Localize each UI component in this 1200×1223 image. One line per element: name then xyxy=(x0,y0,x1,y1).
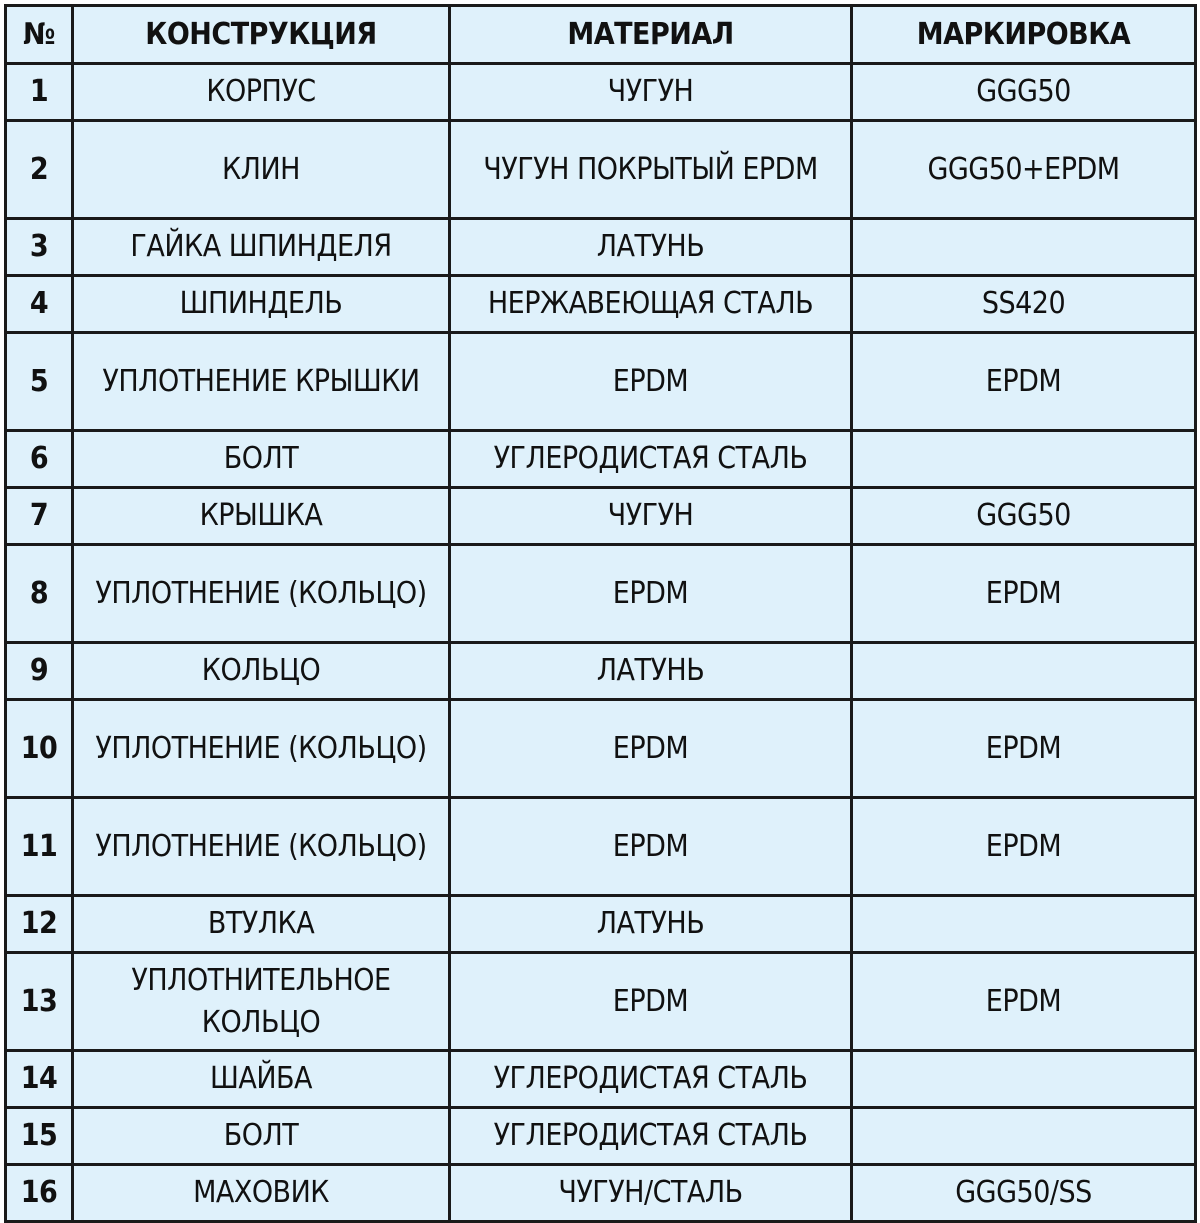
cell-marking xyxy=(852,643,1196,700)
cell-number: 15 xyxy=(6,1108,73,1165)
cell-material: УГЛЕРОДИСТАЯ СТАЛЬ xyxy=(450,1051,852,1108)
cell-construction: КОРПУС xyxy=(73,64,450,121)
cell-construction: МАХОВИК xyxy=(73,1165,450,1222)
header-construction: КОНСТРУКЦИЯ xyxy=(73,6,450,64)
table-row xyxy=(6,798,1196,896)
cell-material: НЕРЖАВЕЮЩАЯ СТАЛЬ xyxy=(450,276,852,333)
cell-construction: ШПИНДЕЛЬ xyxy=(73,276,450,333)
cell-construction: ГАЙКА ШПИНДЕЛЯ xyxy=(73,219,450,276)
cell-marking: EPDM xyxy=(852,545,1196,643)
cell-construction: ВТУЛКА xyxy=(73,896,450,953)
cell-marking: EPDM xyxy=(852,700,1196,798)
cell-number: 9 xyxy=(6,643,73,700)
cell-number: 4 xyxy=(6,276,73,333)
cell-marking xyxy=(852,431,1196,488)
cell-marking xyxy=(852,896,1196,953)
cell-material: ЧУГУН ПОКРЫТЫЙ EPDM xyxy=(450,121,852,219)
cell-number: 12 xyxy=(6,896,73,953)
cell-marking: SS420 xyxy=(852,276,1196,333)
cell-number: 14 xyxy=(6,1051,73,1108)
cell-number: 7 xyxy=(6,488,73,545)
cell-material: ЛАТУНЬ xyxy=(450,219,852,276)
table-row xyxy=(6,488,1196,545)
cell-material: ЧУГУН xyxy=(450,64,852,121)
cell-material: EPDM xyxy=(450,953,852,1051)
cell-number: 5 xyxy=(6,333,73,431)
cell-construction: УПЛОТНЕНИЕ КРЫШКИ xyxy=(73,333,450,431)
cell-construction: КОЛЬЦО xyxy=(73,643,450,700)
table-row xyxy=(6,64,1196,121)
cell-number: 16 xyxy=(6,1165,73,1222)
cell-construction: КРЫШКА xyxy=(73,488,450,545)
cell-material: ЧУГУН xyxy=(450,488,852,545)
cell-construction: УПЛОТНЕНИЕ (КОЛЬЦО) xyxy=(73,545,450,643)
cell-marking: EPDM xyxy=(852,953,1196,1051)
specification-table xyxy=(4,4,1197,1223)
cell-material: ЧУГУН/СТАЛЬ xyxy=(450,1165,852,1222)
header-number: № xyxy=(6,6,73,64)
table-row xyxy=(6,333,1196,431)
cell-marking xyxy=(852,1051,1196,1108)
cell-material: ЛАТУНЬ xyxy=(450,896,852,953)
cell-number: 10 xyxy=(6,700,73,798)
table-row xyxy=(6,1108,1196,1165)
header-marking: МАРКИРОВКА xyxy=(852,6,1196,64)
table-row xyxy=(6,643,1196,700)
cell-marking: EPDM xyxy=(852,333,1196,431)
table-row xyxy=(6,1051,1196,1108)
cell-marking: GGG50 xyxy=(852,488,1196,545)
cell-material: EPDM xyxy=(450,545,852,643)
cell-number: 3 xyxy=(6,219,73,276)
cell-construction: УПЛОТНИТЕЛЬНОЕ КОЛЬЦО xyxy=(73,953,450,1051)
cell-material: EPDM xyxy=(450,798,852,896)
cell-marking: GGG50+EPDM xyxy=(852,121,1196,219)
table-row xyxy=(6,896,1196,953)
table-row xyxy=(6,219,1196,276)
cell-marking: GGG50 xyxy=(852,64,1196,121)
cell-marking: GGG50/SS xyxy=(852,1165,1196,1222)
cell-construction: УПЛОТНЕНИЕ (КОЛЬЦО) xyxy=(73,798,450,896)
cell-marking xyxy=(852,1108,1196,1165)
cell-material: EPDM xyxy=(450,700,852,798)
table-row xyxy=(6,121,1196,219)
cell-construction: БОЛТ xyxy=(73,431,450,488)
header-material: МАТЕРИАЛ xyxy=(450,6,852,64)
table-row xyxy=(6,276,1196,333)
cell-material: УГЛЕРОДИСТАЯ СТАЛЬ xyxy=(450,431,852,488)
cell-number: 11 xyxy=(6,798,73,896)
table-row xyxy=(6,1165,1196,1222)
cell-number: 6 xyxy=(6,431,73,488)
table-row xyxy=(6,700,1196,798)
cell-construction: КЛИН xyxy=(73,121,450,219)
table-row xyxy=(6,953,1196,1051)
cell-number: 2 xyxy=(6,121,73,219)
cell-material: EPDM xyxy=(450,333,852,431)
cell-marking xyxy=(852,219,1196,276)
table-header-row xyxy=(6,6,1196,64)
cell-construction: УПЛОТНЕНИЕ (КОЛЬЦО) xyxy=(73,700,450,798)
table-row xyxy=(6,545,1196,643)
cell-material: УГЛЕРОДИСТАЯ СТАЛЬ xyxy=(450,1108,852,1165)
cell-construction: ШАЙБА xyxy=(73,1051,450,1108)
cell-number: 8 xyxy=(6,545,73,643)
cell-marking: EPDM xyxy=(852,798,1196,896)
cell-construction: БОЛТ xyxy=(73,1108,450,1165)
cell-material: ЛАТУНЬ xyxy=(450,643,852,700)
table-row xyxy=(6,431,1196,488)
cell-number: 1 xyxy=(6,64,73,121)
cell-number: 13 xyxy=(6,953,73,1051)
